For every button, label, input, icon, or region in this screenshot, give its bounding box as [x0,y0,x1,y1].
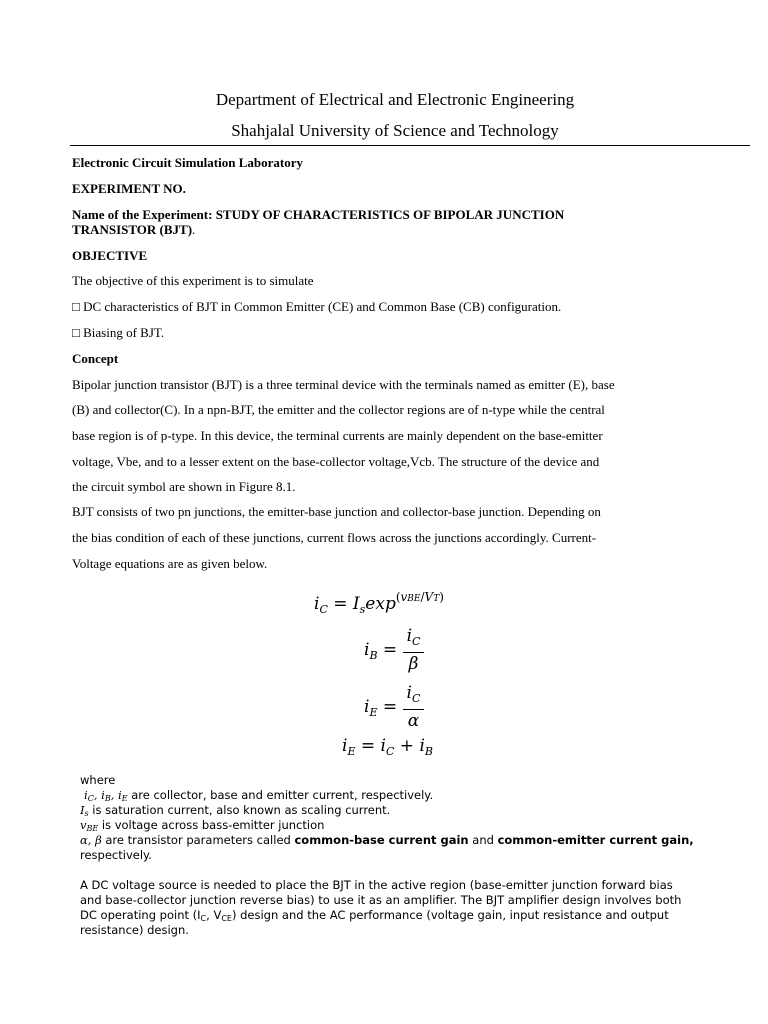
experiment-name [72,207,564,223]
dc-paragraph-line: and base-collector junction reverse bias) to use it as an amplifier. The BJT amplifier design involves both [80,893,682,907]
objective-item: □ DC characteristics of BJT in Common Emitter (CE) and Common Base (CB) configuration. [72,299,562,314]
where-label: where [80,773,116,787]
concept-line: Bipolar junction transistor (BJT) is a three terminal device with the terminals named as emitter (E), base [72,377,615,392]
concept-line: the bias condition of each of these junctions, current flows across the junctions accordingly. Current- [72,530,597,545]
objective-intro: The objective of this experiment is to simulate [72,273,314,288]
equation-ie-alpha: $i_E$ = $\frac{i_C}{\alpha}$ [364,683,424,732]
experiment-number: EXPERIMENT NO. [72,181,186,196]
dc-paragraph-line: resistance) design. [80,923,189,937]
where-line: vBE is voltage across bass-emitter junction [80,818,325,833]
concept-line: BJT consists of two pn junctions, the emitter-base junction and collector-base junction. Depending on [72,504,601,519]
concept-line: Voltage equations are as given below. [72,556,268,571]
equation-ib: $i_B$ = $\frac{i_C}{\beta}$ [364,626,424,675]
experiment-name-cont: TRANSISTOR (BJT). [72,222,196,237]
concept-line: the circuit symbol are shown in Figure 8.1. [72,479,296,494]
header-rule [70,145,750,146]
equation-ie-sum: $i_E = i_C + i_B$ [342,736,433,758]
concept-line: base region is of p-type. In this device, the terminal currents are mainly dependent on the base-emitter [72,428,603,443]
where-line: Is is saturation current, also known as scaling current. [80,803,391,818]
university-title: Shahjalal University of Science and Technology [231,121,559,140]
objective-heading: OBJECTIVE [72,248,148,263]
equation-ic: $i_C = I_s\exp^{(vBE/VT)}$ [314,590,444,616]
experiment-name-line1: STUDY OF CHARACTERISTICS OF BIPOLAR JUNCTION [215,207,565,222]
concept-heading: Concept [72,351,119,366]
experiment-name-line2: TRANSISTOR (BJT) [72,222,193,237]
concept-line: (B) and collector(C). In a npn-BJT, the emitter and the collector regions are of n-type while the central [72,402,605,417]
department-title: Department of Electrical and Electronic Engineering [215,90,575,109]
where-line: iC, iB, iE are collector, base and emitter current, respectively. [84,788,434,803]
concept-line: voltage, Vbe, and to a lesser extent on the base-collector voltage,Vcb. The structure of the device and [72,454,600,469]
dc-paragraph-line: A DC voltage source is needed to place the BJT in the active region (base-emitter junction forward bias [80,878,673,892]
experiment-name-label: Name of the Experiment: [72,207,213,222]
dc-paragraph-line: DC operating point (IC, VCE) design and the AC performance (voltage gain, input resistance and output [80,908,669,923]
where-line: respectively. [80,848,152,862]
where-line: α, β are transistor parameters called common-base current gain and common-emitter current gain, [80,833,694,847]
lab-name: Electronic Circuit Simulation Laboratory [72,155,303,170]
objective-item: □ Biasing of BJT. [72,325,165,340]
